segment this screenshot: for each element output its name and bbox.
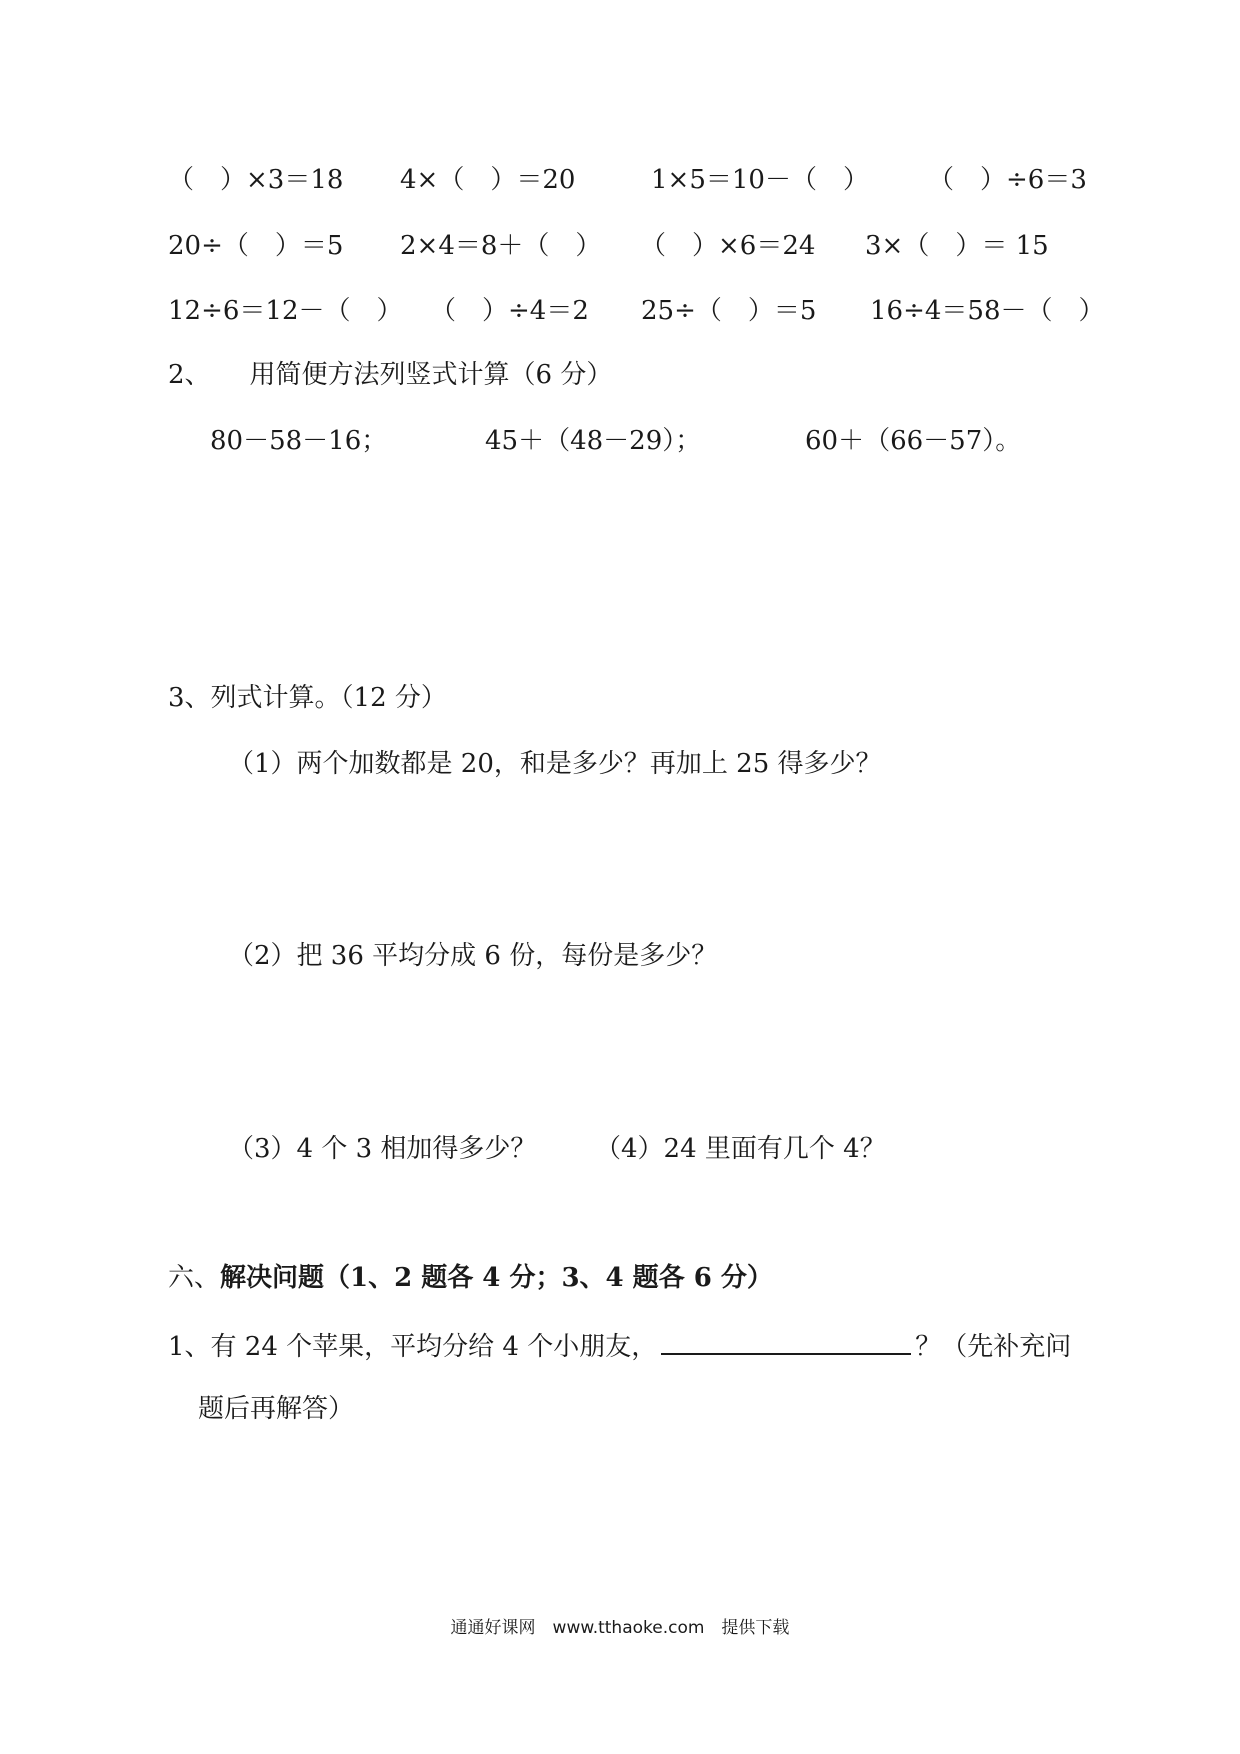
section-6-title: 解决问题（1、2 题各 4 分；3、4 题各 6 分） [220,1263,773,1293]
question-2-heading: 2、 用简便方法列竖式计算（6 分） [168,360,613,390]
expression: 60＋（66－57）。 [805,426,1022,456]
expression: 1×5＝10－（ ） [651,165,869,195]
expression: 45＋（48－29）； [485,426,702,456]
expression: （ ）×3＝18 [168,165,344,195]
expression: 4×（ ）＝20 [400,165,576,195]
expression: 12÷6＝12－（ ） [168,296,403,326]
expression: 3×（ ）＝ 15 [865,231,1049,261]
section-6-prefix: 六、 [168,1263,221,1293]
answer-blank [661,1327,911,1355]
expression: 20÷（ ）＝5 [168,231,344,261]
expression: 16÷4＝58－（ ） [870,296,1105,326]
section-6-heading [168,1262,773,1294]
page-footer: 通通好课网 www.tthaoke.com 提供下载 [450,1618,790,1638]
expression: 25÷（ ）＝5 [641,296,817,326]
question-3-sub-1: （1）两个加数都是 20，和是多少？再加上 25 得多少？ [228,749,882,779]
problem-1-text-end: ？（先补充问 [915,1332,1072,1362]
question-3-sub-2: （2）把 36 平均分成 6 份，每份是多少？ [228,941,718,971]
expression: 2×4＝8＋（ ） [400,231,602,261]
question-3-sub-4: （4）24 里面有几个 4？ [595,1134,886,1164]
question-3-heading: 3、列式计算。（12 分） [168,683,447,713]
problem-1-continuation: 题后再解答） [198,1394,355,1424]
problem-1-text: 1、有 24 个苹果，平均分给 4 个小朋友， [168,1332,658,1362]
expression: （ ）÷6＝3 [928,165,1087,195]
question-3-sub-3: （3）4 个 3 相加得多少？ [228,1134,537,1164]
problem-1 [168,1327,1071,1363]
expression: （ ）÷4＝2 [430,296,589,326]
expression: （ ）×6＝24 [640,231,816,261]
expression: 80－58－16； [210,426,388,456]
